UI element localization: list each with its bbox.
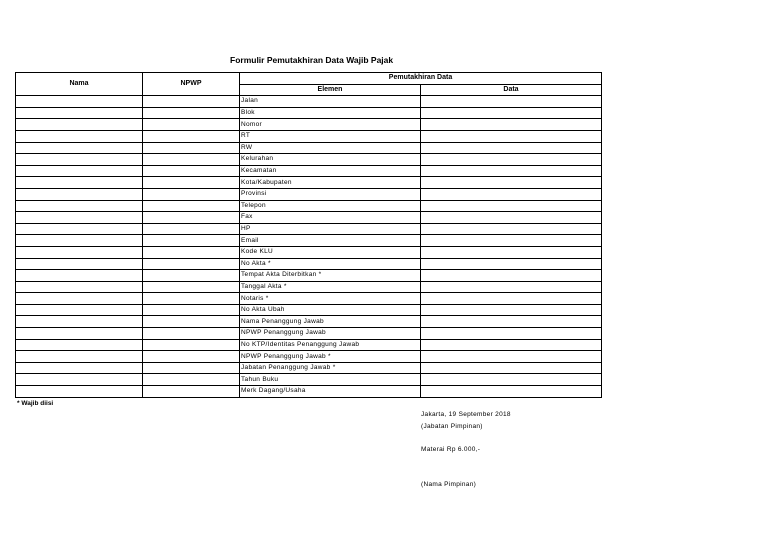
npwp-cell [143,374,240,386]
table-row [16,165,602,177]
npwp-cell [143,281,240,293]
header-pemutakhiran-data: Pemutakhiran Data [240,73,602,85]
nama-cell [16,339,143,351]
table-row [16,258,602,270]
table-row [16,246,602,258]
npwp-cell [143,119,240,131]
npwp-cell [143,258,240,270]
nama-cell [16,328,143,340]
nama-cell [16,316,143,328]
table-row [16,107,602,119]
nama-cell [16,165,143,177]
data-cell [421,107,602,119]
data-cell [421,246,602,258]
nama-cell [16,351,143,363]
elemen-cell: Provinsi [240,188,421,200]
data-cell [421,374,602,386]
npwp-cell [143,386,240,398]
data-cell [421,281,602,293]
nama-cell [16,293,143,305]
elemen-cell: No Akta * [240,258,421,270]
nama-cell [16,246,143,258]
npwp-cell [143,130,240,142]
data-cell [421,142,602,154]
data-cell [421,177,602,189]
data-cell [421,351,602,363]
table-row [16,177,602,189]
npwp-cell [143,270,240,282]
nama-cell [16,177,143,189]
nama-cell [16,107,143,119]
table-row [16,212,602,224]
elemen-cell: NPWP Penanggung Jawab * [240,351,421,363]
elemen-cell: Email [240,235,421,247]
table-row [16,351,602,363]
header-data: Data [421,84,602,96]
table-row [16,235,602,247]
table-row [16,270,602,282]
npwp-cell [143,235,240,247]
header-nama: Nama [16,73,143,96]
nama-cell [16,235,143,247]
table-row [16,154,602,166]
nama-cell [16,200,143,212]
data-cell [421,130,602,142]
nama-cell [16,223,143,235]
form-body [16,96,602,397]
npwp-cell [143,107,240,119]
table-row [16,200,602,212]
elemen-cell: Jabatan Penanggung Jawab * [240,362,421,374]
table-row [16,130,602,142]
nama-cell [16,142,143,154]
npwp-cell [143,304,240,316]
form-title: Formulir Pemutakhiran Data Wajib Pajak [230,55,394,65]
table-row [16,386,602,398]
data-cell [421,386,602,398]
table-row [16,362,602,374]
update-form-table [15,72,602,398]
npwp-cell [143,96,240,108]
elemen-cell: RW [240,142,421,154]
elemen-cell: Nomor [240,119,421,131]
elemen-cell: No Akta Ubah [240,304,421,316]
elemen-cell: No KTP/Identitas Penanggung Jawab [240,339,421,351]
nama-cell [16,130,143,142]
data-cell [421,223,602,235]
data-cell [421,188,602,200]
data-cell [421,328,602,340]
nama-cell [16,119,143,131]
npwp-cell [143,293,240,305]
npwp-cell [143,362,240,374]
table-row [16,374,602,386]
nama-cell [16,281,143,293]
npwp-cell [143,177,240,189]
table-row [16,328,602,340]
table-row [16,188,602,200]
table-row [16,304,602,316]
npwp-cell [143,339,240,351]
npwp-cell [143,223,240,235]
table-row [16,293,602,305]
elemen-cell: Fax [240,212,421,224]
data-cell [421,96,602,108]
elemen-cell: NPWP Penanggung Jawab [240,328,421,340]
npwp-cell [143,212,240,224]
data-cell [421,212,602,224]
npwp-cell [143,165,240,177]
table-row [16,142,602,154]
nama-cell [16,270,143,282]
table-row [16,119,602,131]
table-row [16,281,602,293]
data-cell [421,316,602,328]
nama-cell [16,154,143,166]
npwp-cell [143,142,240,154]
npwp-cell [143,351,240,363]
elemen-cell: Tempat Akta Diterbitkan * [240,270,421,282]
elemen-cell: Blok [240,107,421,119]
signature-name: (Nama Pimpinan) [421,481,477,488]
nama-cell [16,304,143,316]
elemen-cell: Kode KLU [240,246,421,258]
elemen-cell: HP [240,223,421,235]
elemen-cell: RT [240,130,421,142]
npwp-cell [143,328,240,340]
elemen-cell: Kelurahan [240,154,421,166]
nama-cell [16,386,143,398]
npwp-cell [143,200,240,212]
elemen-cell: Kota/Kabupaten [240,177,421,189]
npwp-cell [143,246,240,258]
nama-cell [16,188,143,200]
npwp-cell [143,188,240,200]
elemen-cell: Tahun Buku [240,374,421,386]
elemen-cell: Notaris * [240,293,421,305]
signature-position: (Jabatan Pimpinan) [421,423,483,430]
data-cell [421,154,602,166]
nama-cell [16,96,143,108]
table-row [16,223,602,235]
data-cell [421,304,602,316]
header-npwp: NPWP [143,73,240,96]
table-row [16,96,602,108]
table-row [16,339,602,351]
data-cell [421,270,602,282]
npwp-cell [143,154,240,166]
data-cell [421,258,602,270]
data-cell [421,362,602,374]
elemen-cell: Kecamatan [240,165,421,177]
table-row [16,316,602,328]
required-footnote: * Wajib diisi [17,400,54,407]
header-elemen: Elemen [240,84,421,96]
elemen-cell: Tanggal Akta * [240,281,421,293]
nama-cell [16,212,143,224]
nama-cell [16,362,143,374]
nama-cell [16,258,143,270]
data-cell [421,339,602,351]
data-cell [421,293,602,305]
elemen-cell: Nama Penanggung Jawab [240,316,421,328]
elemen-cell: Jalan [240,96,421,108]
signature-place-date: Jakarta, 19 September 2018 [421,411,511,418]
data-cell [421,119,602,131]
elemen-cell: Telepon [240,200,421,212]
signature-materai: Materai Rp 6.000,- [421,446,481,453]
npwp-cell [143,316,240,328]
elemen-cell: Merk Dagang/Usaha [240,386,421,398]
data-cell [421,235,602,247]
nama-cell [16,374,143,386]
data-cell [421,200,602,212]
data-cell [421,165,602,177]
